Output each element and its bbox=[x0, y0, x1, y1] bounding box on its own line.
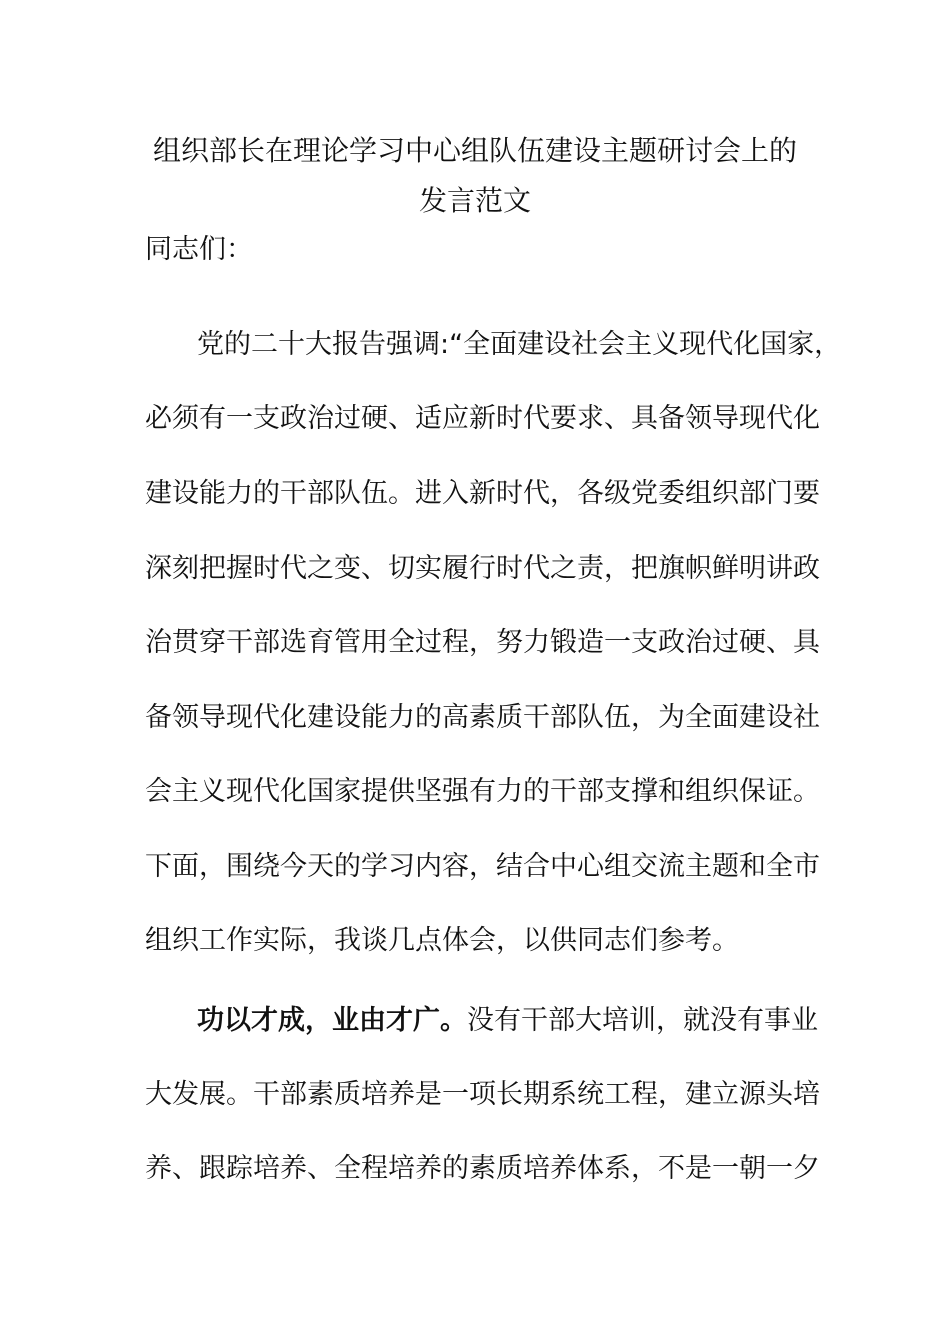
paragraph-1-line-3: 建设能力的干部队伍。进入新时代，各级党委组织部门要 bbox=[145, 478, 820, 509]
paragraph-1-line-7: 会主义现代化国家提供坚强有力的干部支撑和组织保证。 bbox=[145, 776, 820, 807]
paragraph-2-line-3: 养、跟踪培养、全程培养的素质培养体系，不是一朝一夕 bbox=[145, 1153, 820, 1184]
paragraph-1-line-4: 深刻把握时代之变、切实履行时代之责，把旗帜鲜明讲政 bbox=[145, 553, 820, 584]
paragraph-1-line-8: 下面，围绕今天的学习内容，结合中心组交流主题和全市 bbox=[145, 851, 820, 882]
paragraph-2-line-1 bbox=[197, 1001, 818, 1041]
paragraph-1-line-1: 党的二十大报告强调:“全面建设社会主义现代化国家， bbox=[197, 329, 842, 360]
paragraph-2-line-2: 大发展。干部素质培养是一项长期系统工程，建立源头培 bbox=[145, 1079, 820, 1110]
paragraph-1-line-5: 治贯穿干部选育管用全过程，努力锻造一支政治过硬、具 bbox=[145, 627, 820, 658]
paragraph-1-line-6: 备领导现代化建设能力的高素质干部队伍，为全面建设社 bbox=[145, 702, 820, 733]
document-title-line-2: 发言范文 bbox=[418, 184, 531, 217]
paragraph-1-line-9: 组织工作实际，我谈几点体会，以供同志们参考。 bbox=[145, 925, 739, 956]
paragraph-2-heading: 功以才成，业由才广。 bbox=[197, 1005, 467, 1036]
document-title-line-1: 组织部长在理论学习中心组队伍建设主题研讨会上的 bbox=[152, 134, 797, 167]
paragraph-2-line-1-rest: 没有干部大培训，就没有事业 bbox=[467, 1005, 818, 1036]
paragraph-1-line-2: 必须有一支政治过硬、适应新时代要求、具备领导现代化 bbox=[145, 403, 820, 434]
salutation: 同志们： bbox=[145, 234, 253, 265]
